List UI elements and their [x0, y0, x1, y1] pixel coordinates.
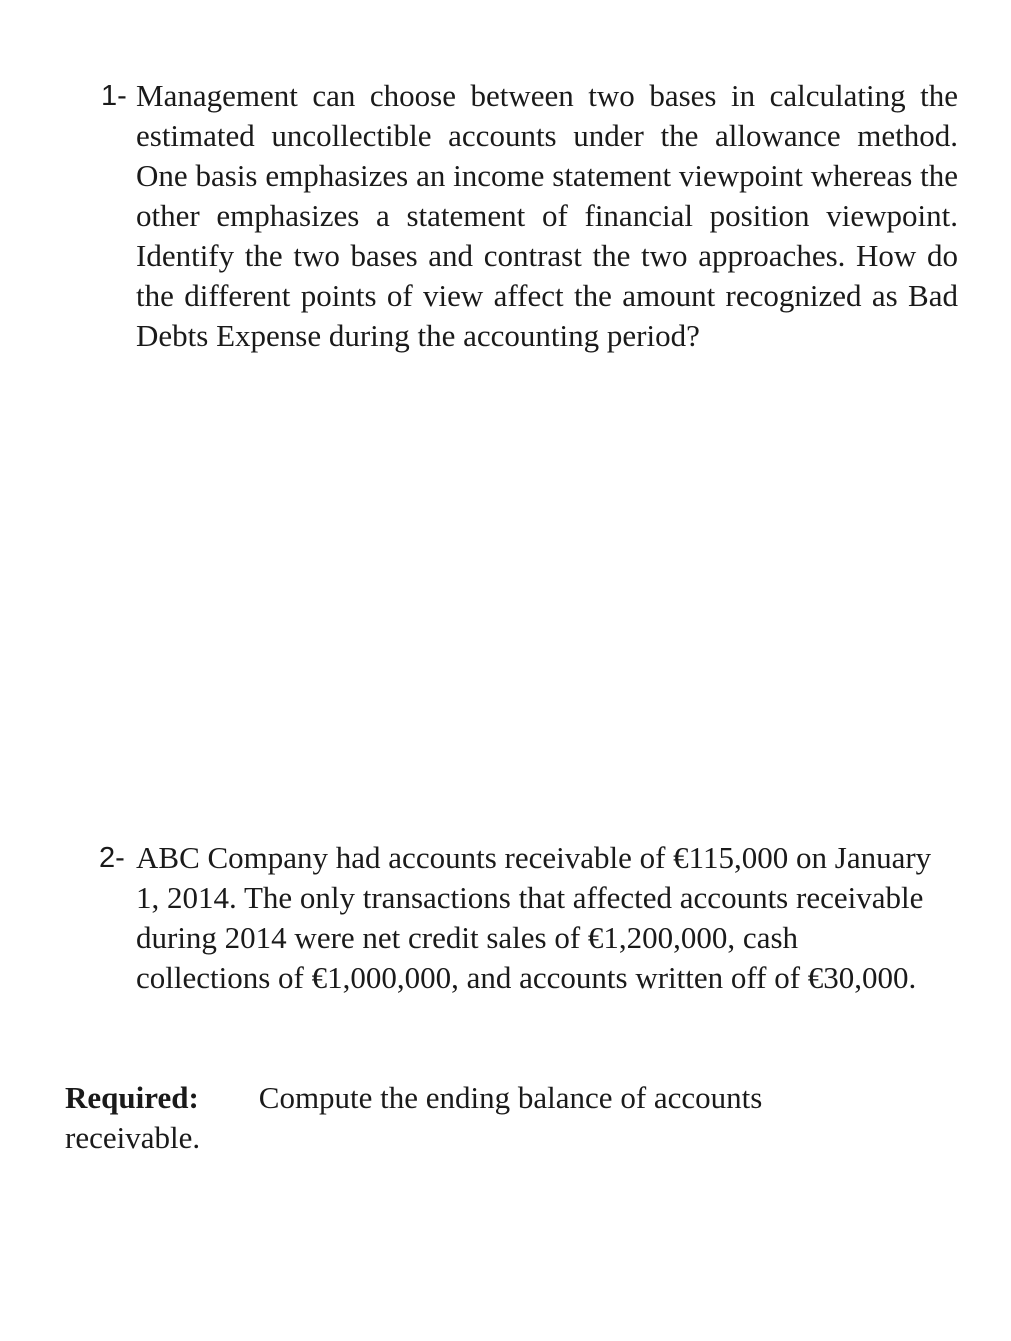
required-label: Required:: [65, 1080, 199, 1115]
required-section: [65, 1078, 945, 1158]
required-task: Compute the ending balance of accounts: [258, 1080, 763, 1115]
required-task-continued: receivable.: [65, 1120, 201, 1155]
question-1-number: 1-: [101, 80, 127, 112]
question-1-text: Management can choose between two bases in calculating the estimated uncollectible accounts under the allowance method. One basis emphasizes an income statement viewpoint whereas the other emphasizes a statement of financial position viewpoint. Identify the two bases and contrast the two approaches. How do the different points of view affect the amount recognized as Bad Debts Expense during the accounting period?: [136, 78, 958, 353]
question-2-text: ABC Company had accounts receivable of €115,000 on January 1, 2014. The only transactions that affected accounts receivable during 2014 were net credit sales of €1,200,000, cash collections of €1,000,000, and accounts written off of €30,000.: [136, 840, 932, 995]
question-2-number: 2-: [99, 842, 125, 874]
